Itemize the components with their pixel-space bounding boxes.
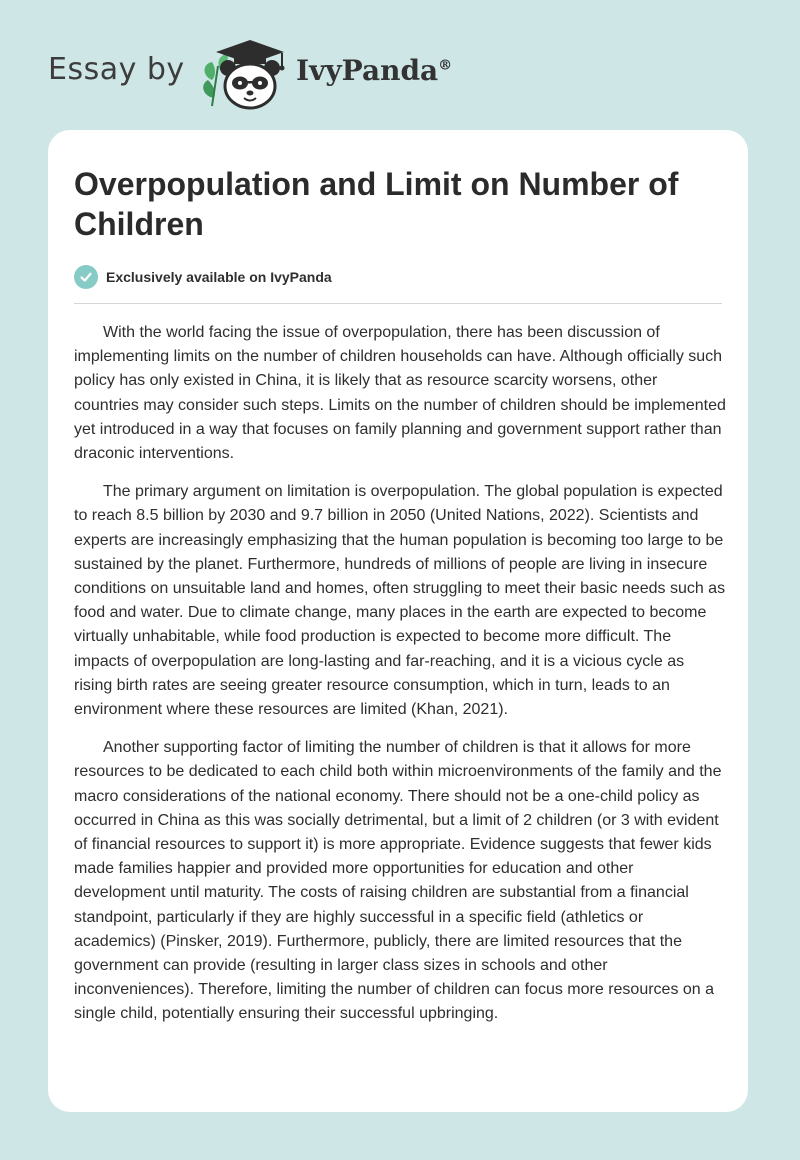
check-circle-icon	[74, 265, 98, 289]
essay-by-label: Essay by	[48, 52, 185, 87]
registered-mark: ®	[438, 57, 453, 74]
title-divider	[74, 303, 722, 304]
essay-body	[74, 321, 726, 1041]
paragraph-3: Another supporting factor of limiting the number of children is that it allows for more resources to be dedicated to each child both within microenvironments of the family and the macro considerations of the national economy. There should not be a one-child policy as occurred in China as this was socially detrimental, but a limit of 2 children (or 3 with evident of financial resources to support it) is more appropriate. Evidence suggests that fewer kids made families happier and provided more opportunities for education and other development until maturity. The costs of raising children are substantial from a financial standpoint, particularly if they are highly successful in a specific field (athletics or academics) (Pinsker, 2019). Furthermore, publicly, there are limited resources that the government can provide (resulting in larger class sizes in schools and other inconveniences). Therefore, limiting the number of children can focus more resources on a single child, potentially ensuring their successful upbringing.	[74, 739, 722, 1023]
brand-name[interactable]	[296, 54, 452, 87]
panda-graduate-icon[interactable]	[198, 36, 294, 112]
exclusive-badge	[74, 264, 332, 290]
exclusive-label: Exclusively available on IvyPanda	[106, 269, 332, 285]
essay-title: Overpopulation and Limit on Number of Children	[74, 166, 679, 242]
site-header	[48, 36, 568, 116]
paragraph-1: With the world facing the issue of overpopulation, there has been discussion of implementing limits on the number of children households can have. Although officially such policy has only existed in China, it is likely that as resource scarcity worsens, other countries may consider such steps. Limits on the number of children should be implemented yet introduced in a way that focuses on family planning and government support rather than draconic interventions.	[74, 324, 726, 463]
paragraph-2: The primary argument on limitation is overpopulation. The global population is expected to reach 8.5 billion by 2030 and 9.7 billion in 2050 (United Nations, 2022). Scientists and experts are increasingly emphasizing that the human population is becoming too large to be sustained by the planet. Furthermore, hundreds of millions of people are living in insecure conditions on unsuitable land and homes, often struggling to meet their basic needs such as food and water. Due to climate change, many places in the earth are expected to become virtually unhabitable, while food production is expected to become more difficult. The impacts of overpopulation are long-lasting and far-reaching, and it is a vicious cycle as rising birth rates are seeing greater resource consumption, which in turn, leads to an environment where these resources are limited (Khan, 2021).	[74, 483, 726, 719]
brand-name-text: IvyPanda	[296, 54, 439, 87]
essay-card	[48, 130, 748, 1112]
